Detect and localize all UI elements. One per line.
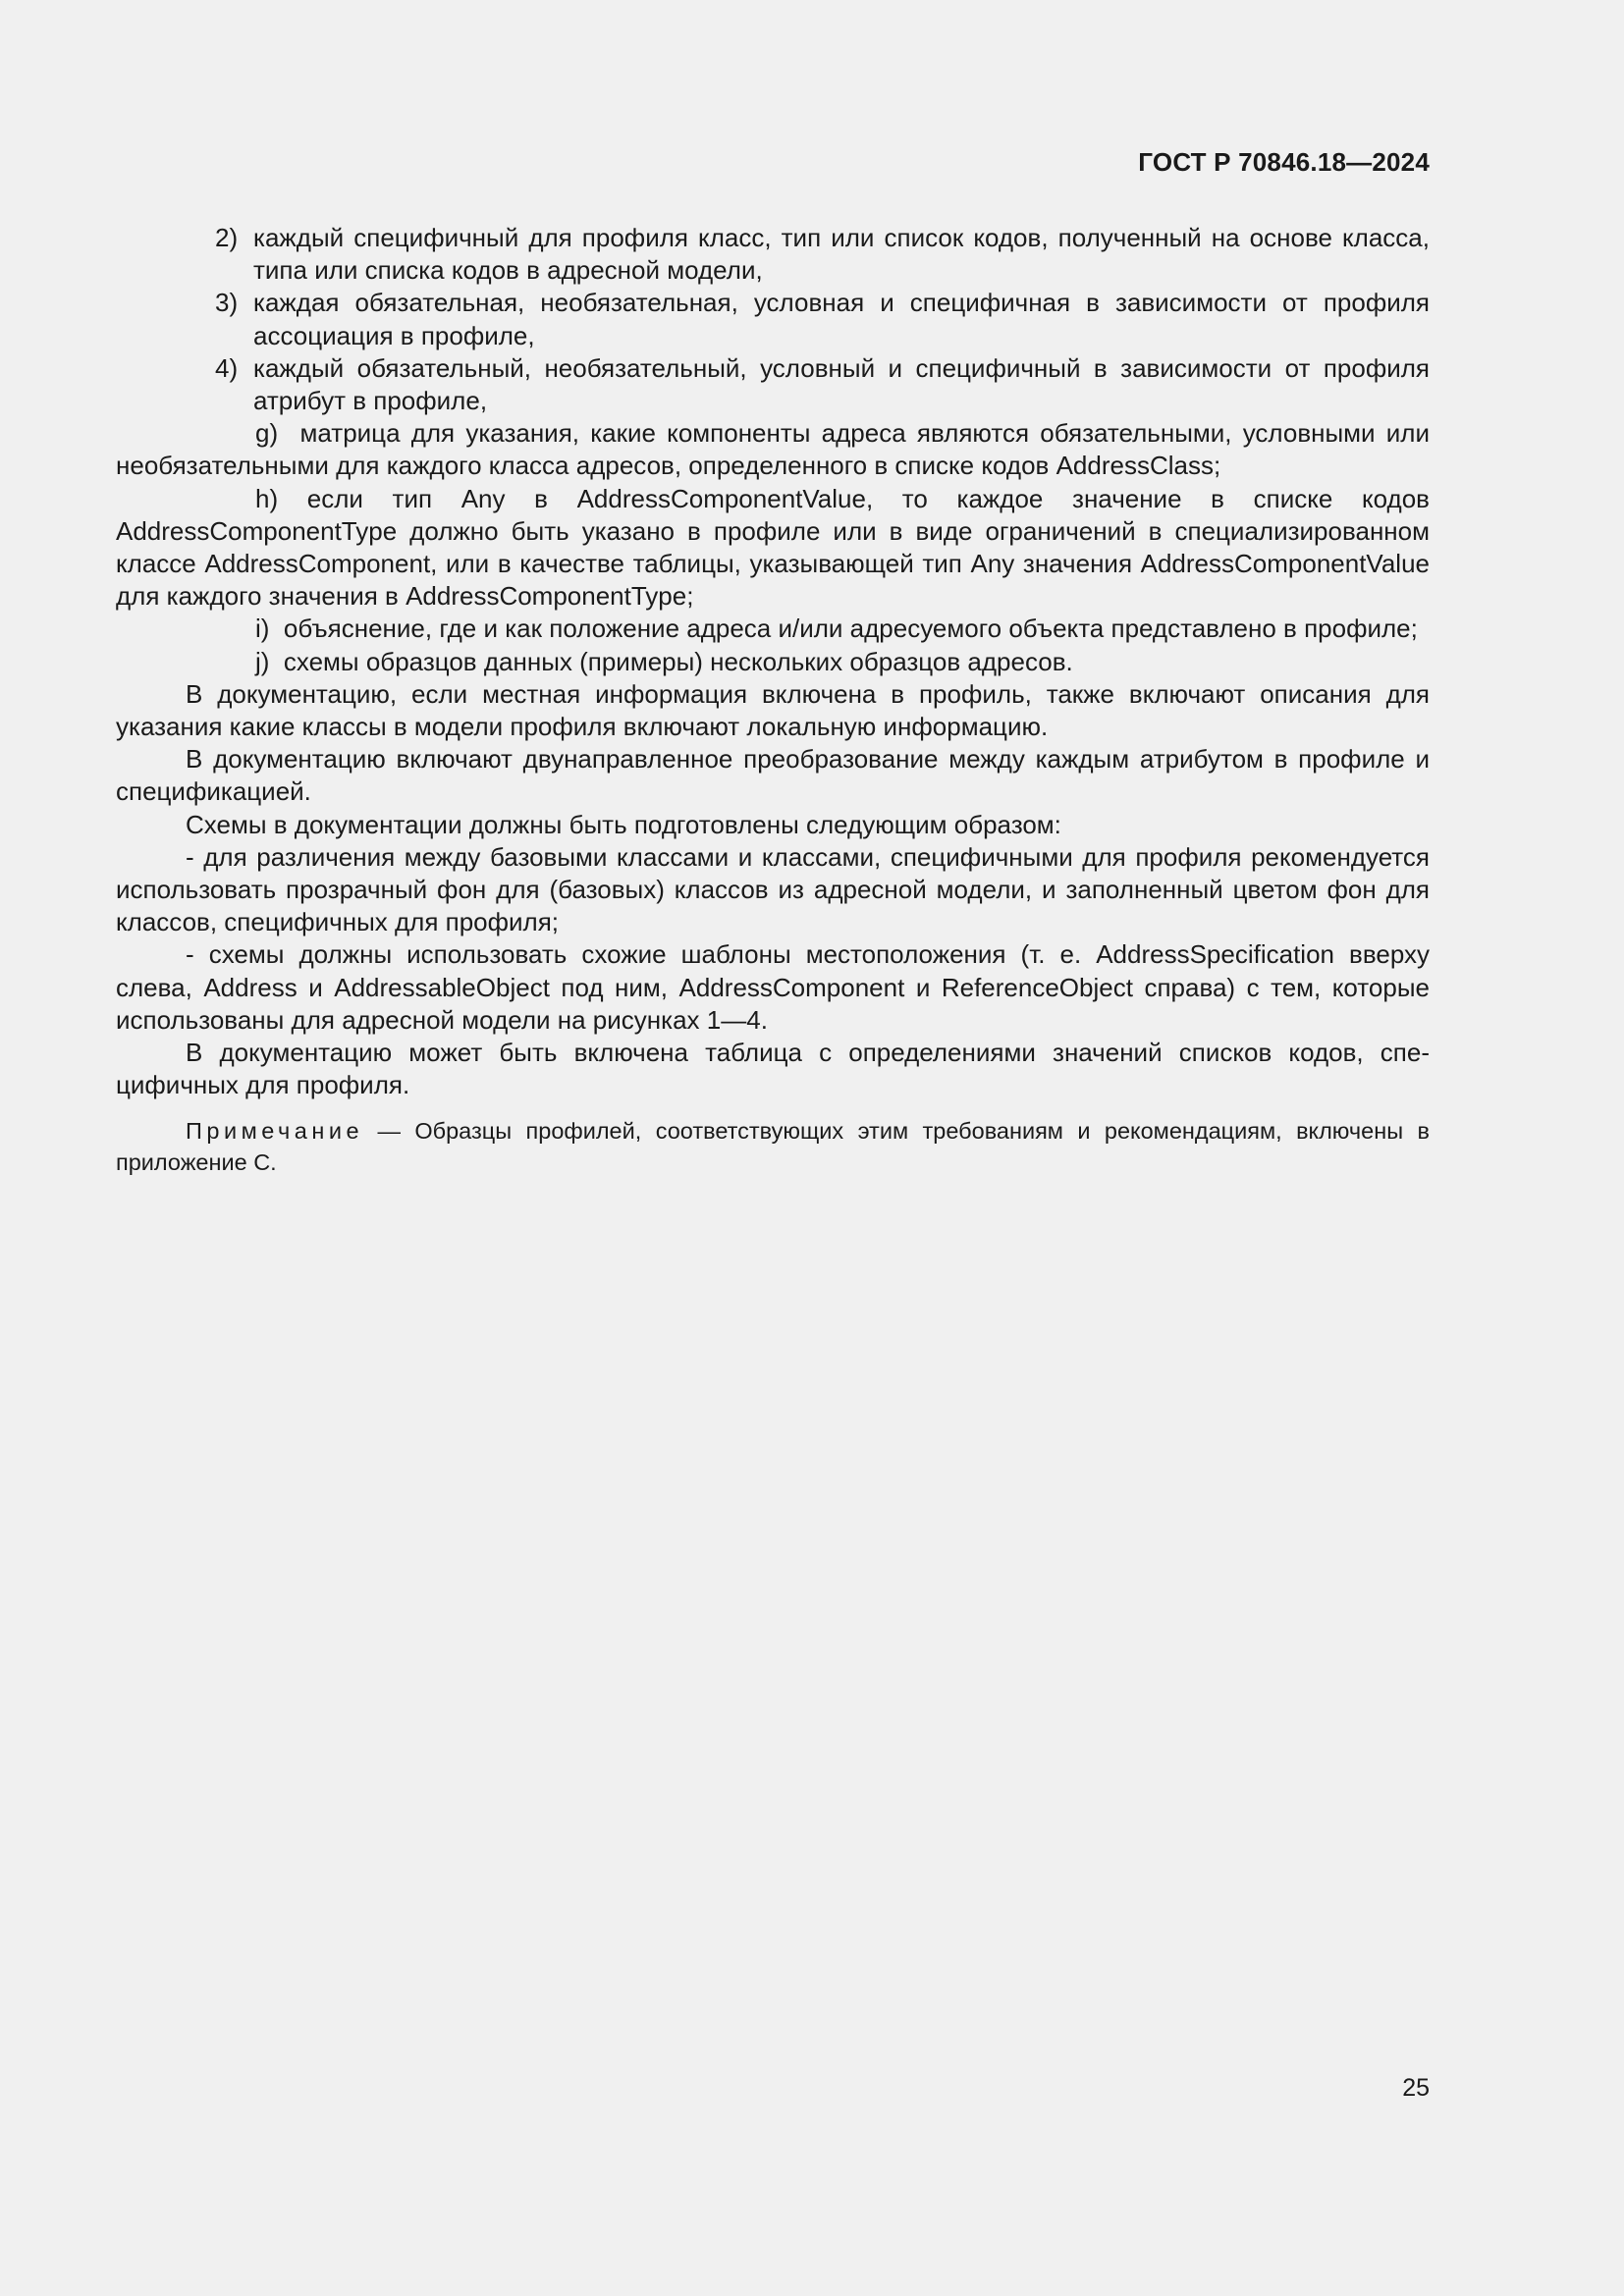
list-item-label: 4): [215, 352, 239, 383]
document-id-header: ГОСТ Р 70846.18—2024: [1138, 147, 1430, 177]
list-item-letter: [116, 483, 1430, 614]
body-paragraph: Схемы в документации должны быть подготовлены следующим образом:: [186, 809, 1061, 839]
list-item-label: 2): [215, 223, 239, 252]
document-body: [116, 222, 1430, 1178]
body-paragraph: В документацию включают двунаправленное преобразование между каждым атрибутом в профиле и спецификацией.: [116, 744, 1430, 807]
list-item-label: 3): [215, 288, 239, 318]
list-item-letter: [116, 646, 1430, 678]
list-item-text: каждый обязательный, необязательный, условный и специфичный в зависимости от профиля атрибут в профиле,: [253, 352, 1430, 416]
list-item-numbered: [116, 287, 1430, 351]
note-paragraph: [116, 1115, 1430, 1178]
list-item-text: каждая обязательная, необязательная, условная и специфичная в зависимости от профиля ассоциация в профиле,: [253, 288, 1430, 350]
list-item-text: матрица для указания, какие компоненты адреса являются обязательными, условными или необязательными для каждого класса адресов, определенного в списке кодов AddressClass;: [116, 418, 1430, 481]
body-paragraph: В документацию, если местная информация включена в профиль, также включают описания для указания какие классы в модели профиля включают локальную информацию.: [116, 678, 1430, 742]
list-item-text: объяснение, где и как положение адреса и/или адресуемого объекта представлено в профиле;: [283, 614, 1418, 644]
list-item-text: каждый специфичный для профиля класс, тип или список кодов, полученный на основе класса, типа или списка кодов в адресной модели,: [253, 223, 1430, 286]
list-item-label: j): [255, 646, 270, 676]
list-item-label: i): [255, 614, 270, 644]
list-item-label: h): [255, 483, 279, 513]
list-item-label: g): [255, 418, 279, 449]
note-label: Примечание: [186, 1118, 364, 1145]
list-item-numbered: [116, 352, 1430, 417]
list-item-text: если тип Any в AddressComponentValue, то каждое значение в списке кодов AddressComponentType должно быть указано в профиле или в виде ограничений в специализированном классе AddressComponent, или в качестве таблицы, указывающей тип Any значения AddressComponentValue для каждого значения в AddressComponentType;: [116, 483, 1430, 612]
body-paragraph: - для различения между базовыми классами и классами, специфичными для профиля рекомендуется использовать прозрачный фон для (базовых) классов из адресной модели, и заполненный цветом фон для классов, специфичных для профиля;: [116, 841, 1430, 937]
list-item-text: схемы образцов данных (примеры) нескольких образцов адресов.: [283, 646, 1073, 676]
list-item-letter: [116, 613, 1430, 645]
body-paragraph: В документацию может быть включена таблица с определениями значений списков кодов, специфичных для профиля.: [116, 1038, 1430, 1100]
list-item-numbered: [116, 222, 1430, 287]
page-number: 25: [1402, 2074, 1430, 2102]
note-text: — Образцы профилей, соответствующих этим требованиям и рекомендациям, включены в приложение С.: [116, 1118, 1430, 1176]
body-paragraph: - схемы должны использовать схожие шаблоны местоположения (т. е. AddressSpecification вверху слева, Address и AddressableObject под ним, AddressComponent и ReferenceObject справа) с тем, которые использованы для адресной модели на рисунках 1—4.: [116, 939, 1430, 1035]
list-item-letter: [116, 417, 1430, 482]
